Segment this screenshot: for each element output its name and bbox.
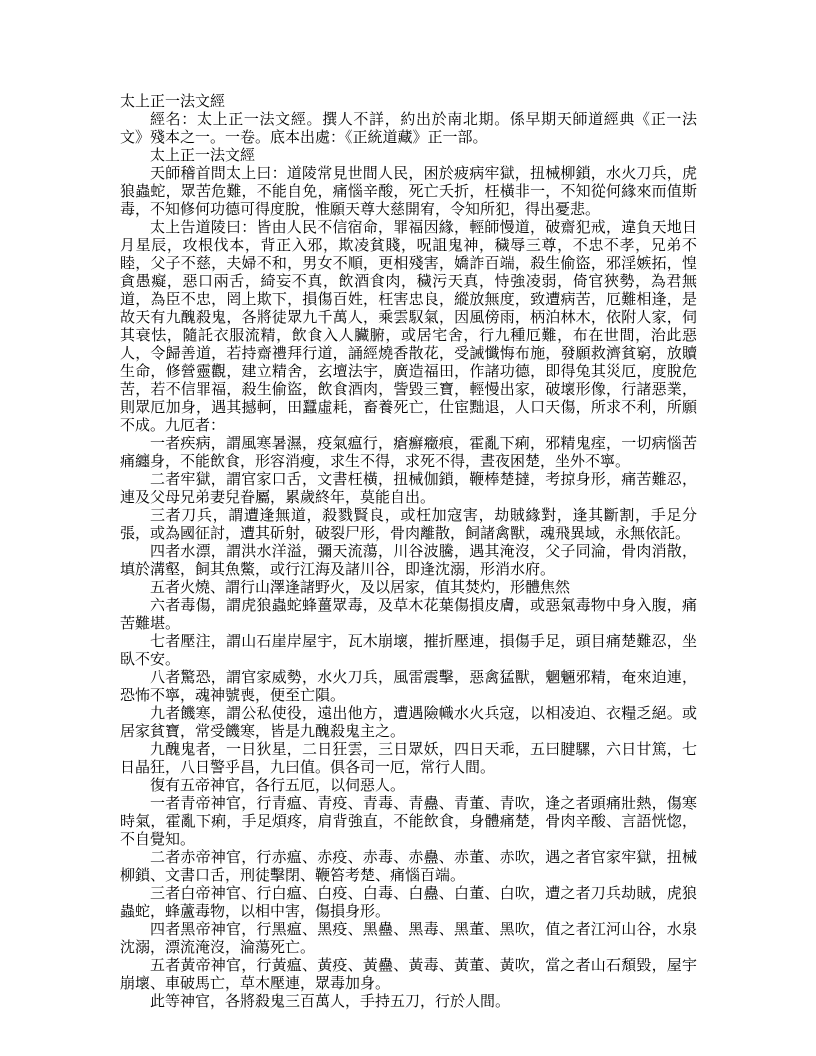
paragraph: 六者毒傷，謂虎狼蟲蛇蜂薑眾毒，及草木花葉傷損皮膚，或惡氣毒物中身入腹，痛苦難堪。 bbox=[120, 598, 697, 632]
paragraph: 三者刀兵，謂遭逢無道，殺戮賢良，或枉加寇害，劫賊緣對，逢其斷割，手足分張，或為國征討，遭其斫射，破裂尸形，骨肉離散，飼諸禽獸，魂飛異域，永無依託。 bbox=[120, 508, 697, 542]
paragraph-inner-title: 太上正一法文經 bbox=[150, 148, 256, 164]
paragraph: 三者白帝神官、行白瘟、白疫、白毒、白蠱、白董、白吹，遭之者刀兵劫賊，虎狼蟲蛇，蜂蘆毒物，以相中害，傷損身形。 bbox=[120, 886, 697, 920]
document-body bbox=[120, 93, 697, 1011]
paragraph: 五者火燒、謂行山澤逢諸野火，及以居家，值其焚灼，形體焦然 bbox=[150, 580, 571, 596]
paragraph: 一者青帝神官，行青瘟、青疫、青毒、青蠱、青董、青吹，逢之者頭痛壯熱，傷寒時氣，霍亂下痢，手足煩疼，肩背強直，不能飲食，身體痛楚，骨肉辛酸、言語恍惚，不自覺知。 bbox=[120, 796, 697, 848]
paragraph: 九醜鬼者，一日狄星，二日狂雲，三日眾妖，四日天乖，五曰腱騾，六日甘篤，七日晶狂，八日警乎昌，九曰值。俱各司一厄，常行人間。 bbox=[120, 742, 697, 776]
paragraph: 天師稽首問太上曰：道陵常見世間人民，困於疲病牢獄，扭械柳鎖，水火刀兵，虎狼蟲蛇，眾苦危難，不能自免，痛惱辛酸，死亡夭折，枉橫非一，不知從何緣來而值斯毒，不知修何功德可得度脫，惟願天尊大慈開宥，令知所犯，得出憂悲。 bbox=[120, 166, 697, 218]
paragraph: 四者黑帝神官，行黑瘟、黑疫、黑蠱、黑毒、黑董、黑吹，值之者江河山谷，水泉沈溺，漂流淹沒，淪蕩死亡。 bbox=[120, 922, 697, 956]
paragraph: 復有五帝神官，各行五厄，以伺惡人。 bbox=[150, 778, 406, 794]
paragraph: 九者饑寒，謂公私使役，遠出他方，遭遇險幟水火兵寇，以相凌迫、衣糧乏絕。或居家貧寶，常受饑寒，皆是九醜殺鬼主之。 bbox=[120, 706, 697, 740]
paragraph: 四者水漂，謂洪水洋溢，彌天流蕩，川谷波騰，遇其淹沒，父子同淪，骨肉消散，填於溝壑，飼其魚鱉，或行江海及諸川谷，即逢沈溺，形消水府。 bbox=[120, 544, 697, 578]
document-title: 太上正一法文經 bbox=[120, 94, 226, 110]
paragraph: 一者疾病，謂風寒暑濕，疫氣瘟行，瘡癬癥痕，霍亂下痢，邪精鬼痓，一切病惱苦痛纏身，不能飲食，形容消瘦，求生不得，求死不得，晝夜困楚，坐外不寧。 bbox=[120, 436, 697, 470]
paragraph: 二者牢獄，謂官家口舌，文書枉橫，扭械伽鎖，鞭棒楚撻，考掠身形，痛苦難忍，連及父母兄弟妻兒眷屬，累歲終年，莫能自出。 bbox=[120, 472, 697, 506]
paragraph: 八者驚恐，謂官家威勢，水火刀兵，風雷震擊，惡禽猛獸，魍魎邪精，奄來迫連，恐怖不寧，魂神號喪，便至亡隕。 bbox=[120, 670, 697, 704]
paragraph: 二者赤帝神官，行赤瘟、赤疫、赤毒、赤蠱、赤董、赤吹，遇之者官家牢獄，扭械柳鎖、文書口舌，刑徒擊閉、鞭笞考楚、痛惱百端。 bbox=[120, 850, 697, 884]
paragraph: 太上告道陵曰：皆由人民不信宿命，罪福因緣，輕師慢道，破齋犯戒，違負天地日月星辰，攻根伐本，背正入邪，欺凌貧賤，呪詛鬼神，穢辱三尊，不忠不孝，兄弟不睦，父子不慈，夫婦不和，男女不順，更相殘害，嬌詐百端，殺生偷盜，邪淫嫉拓，惶貪愚癡，惡口兩舌，綺妄不真，飲酒食肉，穢污天真，恃強凌弱，倚官狹勢，為君無道，為臣不忠，罔上欺下，損傷百姓，枉害忠良，縱放無度，致遭病苦，厄難相逢，是故天有九醜殺鬼，各將徒眾九千萬人，乘雲馭氣，因風傍雨，柄泊林木，依附人家，伺其衰怯，隨託衣服流精，飲食入人臟腑，或居宅舍，行九種厄難，布在世間，治此惡人，令歸善道，若持齋禮拜行道，誦經燒香散花，受誡懺悔布施，發願救濟貧窮，放贖生命，修營靈觀，建立精舍，玄壇法宇，廣造福田，作諸功德，即得兔其災厄，度脫危苦，若不信罪福，殺生偷盜，飲食酒肉，訾毀三寶，輕慢出家，破壞形像，行諸惡業，則眾厄加身，遇其撼軻，田蠶虛耗，畜養死亡，仕宦黜退，人口天傷，所求不利，所願不成。九厄者： bbox=[120, 220, 697, 434]
paragraph: 五者黃帝神官，行黃瘟、黃疫、黃蠱、黃毒、黃董、黃吹，當之者山石頹毀，屋宇崩壞、車破馬亡，草木壓連，眾毒加身。 bbox=[120, 958, 697, 992]
paragraph: 此等神官，各將殺鬼三百萬人，手持五刀，行於人間。 bbox=[150, 994, 511, 1010]
paragraph: 七者壓注，謂山石崖岸屋宇，瓦木崩壞，摧折壓連，損傷手足，頭目痛楚難忍，坐臥不安。 bbox=[120, 634, 697, 668]
paragraph-colophon: 經名：太上正一法文經。撰人不詳，約出於南北期。係早期天師道經典《正一法文》殘本之一。一卷。底本出處：《正統道藏》正一部。 bbox=[120, 112, 697, 146]
